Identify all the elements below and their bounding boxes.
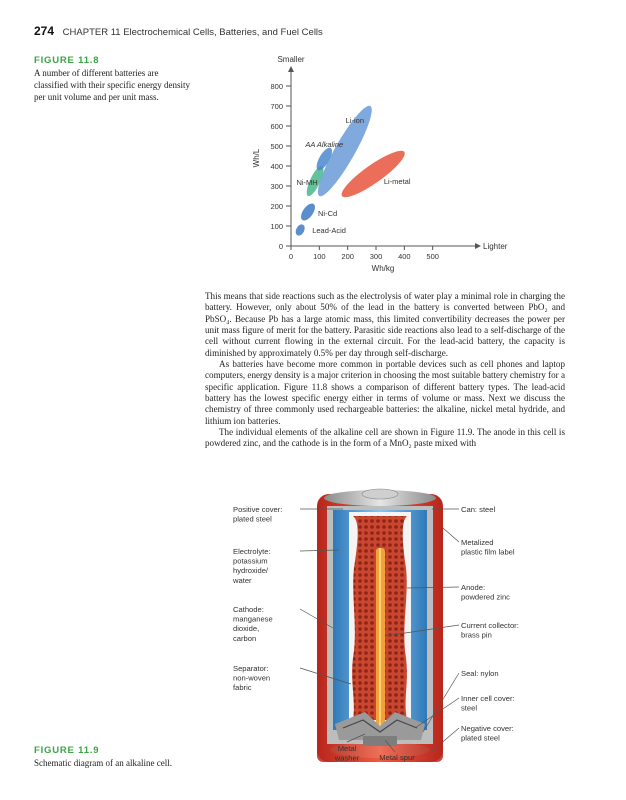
series-label-ni-cd: Ni-Cd bbox=[318, 209, 338, 218]
x-tick-label: 0 bbox=[288, 252, 294, 261]
x-tick-label: 500 bbox=[426, 252, 439, 261]
y-tick-label: 200 bbox=[270, 202, 283, 211]
series-label-li-metal: Li-metal bbox=[383, 177, 411, 186]
callout-left-0: Positive cover: plated steel bbox=[233, 505, 283, 524]
series-region-lead-acid bbox=[294, 223, 307, 237]
callout-right-1: Metalized plastic film label bbox=[461, 538, 515, 557]
callout-bottom-washer: Metal washer bbox=[334, 744, 360, 763]
energy-density-chart bbox=[240, 50, 530, 280]
callout-right-4: Seal: nylon bbox=[461, 669, 499, 678]
callout-right-2: Anode: powdered zinc bbox=[461, 583, 510, 602]
body-text bbox=[205, 291, 565, 450]
series-label-aa-alkaline: AA Alkaline bbox=[305, 140, 344, 149]
x-tick-label: 400 bbox=[398, 252, 411, 261]
paragraph-2: As batteries have become more common in portable devices such as cell phones and laptop computers, energy density is a major criterion in choosing the most suitable battery chemistry for a specific application. Figure 11.8 shows a comparison of different battery types. The lead-acid battery has the lowest specific energy either in terms of volume or mass. Next we discuss the chemistry of three commonly used rechargeable batteries: the alkaline, nickel metal hydride, and lithium ion batteries. bbox=[205, 359, 565, 426]
series-region-ni-cd bbox=[298, 201, 317, 223]
y-tick-label: 400 bbox=[270, 162, 283, 171]
y-axis-label: Wh/L bbox=[252, 148, 261, 168]
x-tick-label: 100 bbox=[313, 252, 326, 261]
y-tick-label: 700 bbox=[270, 102, 283, 111]
figure-11-9-label: FIGURE 11.9 bbox=[34, 745, 100, 756]
y-tick-label: 300 bbox=[270, 182, 283, 191]
paragraph-1: This means that side reactions such as the electrolysis of water play a minimal role in charging the battery. However, only about 50% of the lead in the battery is converted between PbO₂ and PbSO₄. Because Pb has a large atomic mass, this limited convertibility decreases the power per unit mass figure of merit for the battery. Parasitic side reactions also lead to a self-discharge of the cell without current flowing in the external circuit. For the lead-acid battery, the capacity is diminished by approximately 0.5% per day through self-discharge. bbox=[205, 291, 565, 358]
x-tick-label: 300 bbox=[369, 252, 383, 261]
figure-11-8-caption: A number of different batteries are classified with their specific energy density per unit volume and per unit mass. bbox=[34, 68, 191, 102]
callout-right-0: Can: steel bbox=[461, 505, 496, 514]
x-axis-label: Wh/kg bbox=[371, 264, 395, 273]
callout-left-3: Separator: non-woven fabric bbox=[233, 664, 271, 693]
page-number: 274 bbox=[34, 24, 55, 38]
figure-11-9-caption: Schematic diagram of an alkaline cell. bbox=[34, 758, 172, 768]
y-tick-label: 600 bbox=[270, 122, 283, 131]
running-header bbox=[34, 24, 323, 38]
y-tick-label: 800 bbox=[270, 82, 283, 91]
callout-left-1: Electrolyte: potassium hydroxide/ water bbox=[233, 547, 271, 585]
series-label-ni-mh: Ni-MH bbox=[296, 178, 318, 187]
y-tick-label: 100 bbox=[270, 222, 283, 231]
y-top-label: Smaller bbox=[277, 55, 305, 64]
cell-body bbox=[317, 489, 443, 762]
callout-left-2: Cathode: manganese dioxide, carbon bbox=[233, 605, 273, 643]
series-label-lead-acid: Lead-Acid bbox=[312, 226, 346, 235]
callout-bottom-spur: Metal spur bbox=[379, 753, 415, 762]
alkaline-cell-diagram bbox=[225, 488, 555, 778]
callout-right-5: Inner cell cover: steel bbox=[461, 694, 515, 713]
leader-line bbox=[443, 528, 459, 542]
callout-right-6: Negative cover: plated steel bbox=[461, 724, 514, 743]
y-tick-label: 500 bbox=[270, 142, 283, 151]
y-tick-label: 0 bbox=[278, 242, 283, 251]
figure-11-8-label: FIGURE 11.8 bbox=[34, 55, 100, 66]
callout-right-3: Current collector: brass pin bbox=[461, 621, 519, 640]
x-right-label: Lighter bbox=[483, 242, 508, 251]
chapter-title: CHAPTER 11 Electrochemical Cells, Batteries, and Fuel Cells bbox=[62, 27, 323, 38]
paragraph-3: The individual elements of the alkaline cell are shown in Figure 11.9. The anode in this cell is powdered zinc, and the cathode is in the form of a MnO₂ paste mixed with bbox=[205, 427, 565, 449]
x-tick-label: 200 bbox=[341, 252, 354, 261]
series-label-li-ion: Li-ion bbox=[345, 116, 365, 125]
